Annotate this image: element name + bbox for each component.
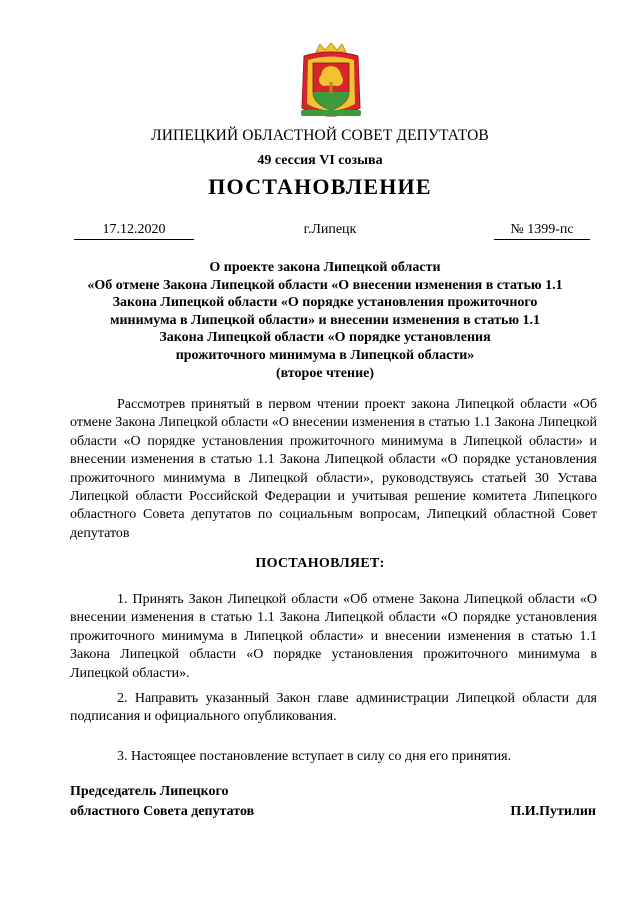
signatory-position-line: областного Совета депутатов	[70, 804, 255, 819]
document-meta-row	[0, 222, 640, 244]
document-title	[60, 259, 590, 382]
title-line: прожиточного минимума в Липецкой области»	[175, 347, 475, 363]
signatory-position-line: Председатель Липецкого	[70, 784, 229, 799]
decree-heading: ПОСТАНОВЛЯЕТ:	[255, 556, 385, 571]
coat-of-arms-emblem	[298, 42, 364, 122]
document-city: г.Липецк	[303, 222, 357, 237]
document-date: 17.12.2020	[74, 222, 194, 240]
decree-item-3: 3. Настоящее постановление вступает в силу со дня его принятия.	[117, 749, 512, 764]
signatory-position	[70, 782, 254, 822]
title-line: «Об отмене Закона Липецкой области «О внесении изменения в статью 1.1	[87, 277, 563, 293]
decree-item-2: 2. Направить указанный Закон главе администрации Липецкой области для подписания и официального опубликования.	[70, 691, 597, 725]
council-name: ЛИПЕЦКИЙ ОБЛАСТНОЙ СОВЕТ ДЕПУТАТОВ	[151, 127, 489, 144]
decree-item-1: 1. Принять Закон Липецкой области «Об отмене Закона Липецкой области «О внесении изменения в статью 1.1 Закона Липецкой области «О порядке установления прожиточного минимума в Липецкой области» и внесении изменения в статью 1.1 Закона Липецкой области «О порядке установления прожиточного минимума в Липецкой области».	[70, 592, 597, 681]
document-number: № 1399-пс	[494, 222, 590, 240]
title-line: Закона Липецкой области «О порядке установления прожиточного	[112, 295, 538, 311]
title-line: минимума в Липецкой области» и внесении изменения в статью 1.1	[109, 312, 541, 328]
session-label: 49 сессия VI созыва	[257, 153, 383, 168]
signatory-name: П.И.Путилин	[510, 804, 596, 819]
title-line: (второе чтение)	[275, 365, 375, 381]
preamble-paragraph: Рассмотрев принятый в первом чтении проект закона Липецкой области «Об отмене Закона Липецкой области «О внесении изменения в статью 1.1 Закона Липецкой области «О порядке установления прожиточного минимума в Липецкой области» и внесении изменения в статью 1.1 Закона Липецкой области «О порядке установления прожиточного минимума в Липецкой области», руководствуясь статьей 30 Устава Липецкой области Российской Федерации и учитывая решение комитета Липецкого областного Совета депутатов по социальным вопросам, Липецкий областной Совет депутатов	[70, 397, 597, 541]
title-line: Закона Липецкой области «О порядке установления	[159, 330, 491, 346]
document-type-heading: ПОСТАНОВЛЕНИЕ	[208, 174, 432, 199]
title-line: О проекте закона Липецкой области	[209, 260, 441, 275]
